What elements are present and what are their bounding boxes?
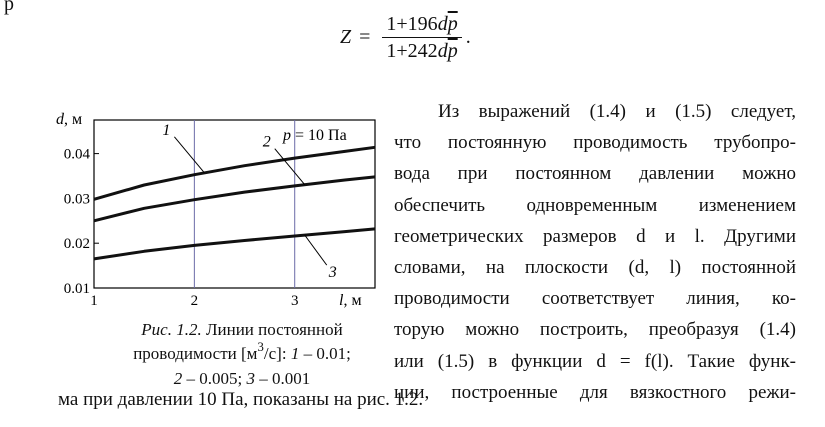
caption-series-1: 1 — [290, 344, 300, 363]
paragraph-line: обеспечить одновременным изменением — [394, 194, 796, 216]
series-line-1 — [94, 147, 375, 199]
paragraph-line: ции, построенные для вязкостного режи- — [394, 381, 796, 403]
paragraph-tail-line: ма при давлении 10 Па, показаны на рис. 1.2. — [58, 389, 424, 410]
caption-series-1-value: – 0.01; — [299, 344, 351, 363]
chart-svg — [0, 108, 390, 318]
paragraph-line: геометрических размеров d и l. Другими — [394, 225, 796, 247]
paragraph-line: словами, на плоскости (d, l) постоянной — [394, 257, 796, 279]
paragraph-line: вода при постоянном давлении можно — [394, 163, 796, 185]
body-paragraph — [394, 96, 796, 408]
formula-denominator — [382, 38, 461, 63]
formula-period: . — [465, 26, 471, 48]
numerator-p-bar: $\overline{p}$ — [447, 13, 458, 35]
y-tick-label: 0.02 — [63, 236, 90, 253]
numerator-constant: 1+196 — [386, 13, 438, 35]
x-tick-label: 2 — [190, 293, 199, 309]
formula-fraction — [382, 12, 461, 63]
denominator-d: d — [437, 40, 448, 62]
caption-series-3: 3 — [246, 369, 255, 388]
series-line-2 — [94, 177, 375, 221]
x-tick-label: 1 — [90, 293, 98, 309]
series-line-3 — [94, 229, 375, 259]
curve-label-leader — [174, 137, 204, 173]
caption-series-2: 2 — [173, 369, 183, 388]
curve-label-3: 3 — [328, 264, 337, 282]
formula-equals: = — [359, 26, 371, 48]
formula-numerator — [382, 12, 461, 38]
paragraph-line: торую можно построить, преобразуя (1.4) — [394, 319, 796, 341]
paragraph-line: Из выражений (1.4) и (1.5) следует, — [438, 101, 796, 122]
pressure-annotation: p = 10 Па — [283, 127, 347, 144]
curve-label-leader — [305, 235, 327, 265]
caption-units-sup: 3 — [257, 339, 264, 354]
paragraph-line: проводимости соответствует линия, ко- — [394, 288, 796, 310]
curve-label-2: 2 — [262, 133, 271, 151]
denominator-constant: 1+242 — [386, 40, 438, 62]
y-tick-label: 0.04 — [63, 146, 90, 163]
caption-title: Линии постоянной — [201, 320, 343, 339]
formula-lhs: Z — [340, 26, 352, 48]
numerator-d: d — [437, 13, 448, 35]
paragraph-line: или (1.5) в функции d = f(l). Такие функ- — [394, 350, 796, 372]
caption-units-b: /с]: — [263, 344, 291, 363]
paragraph-line: что постоянную проводимость трубопро- — [394, 132, 796, 154]
y-tick-label: 0.01 — [63, 281, 90, 297]
curve-label-1: 1 — [162, 121, 171, 139]
caption-figure-label: Рис. 1.2. — [141, 320, 202, 339]
caption-line-2 — [133, 339, 351, 363]
y-tick-label: 0.03 — [63, 191, 90, 208]
curve-label-leader — [275, 149, 305, 185]
x-tick-label: 3 — [290, 293, 299, 309]
formula-z — [340, 12, 471, 63]
denominator-p-bar: $\overline{p}$ — [447, 40, 458, 62]
caption-units-a: проводимости [м — [133, 344, 258, 363]
caption-line-1 — [141, 320, 342, 339]
plot-frame — [94, 120, 375, 288]
y-axis-label: d, м — [56, 111, 83, 128]
previous-page-fragment: р — [4, 0, 14, 15]
figure-1-2 — [0, 108, 390, 408]
x-axis-label: l, м — [339, 292, 362, 309]
caption-series-2-value: – 0.005; — [182, 369, 247, 388]
caption-series-3-value: – 0.001 — [254, 369, 311, 388]
figure-caption — [92, 318, 392, 391]
caption-line-3 — [174, 369, 310, 388]
